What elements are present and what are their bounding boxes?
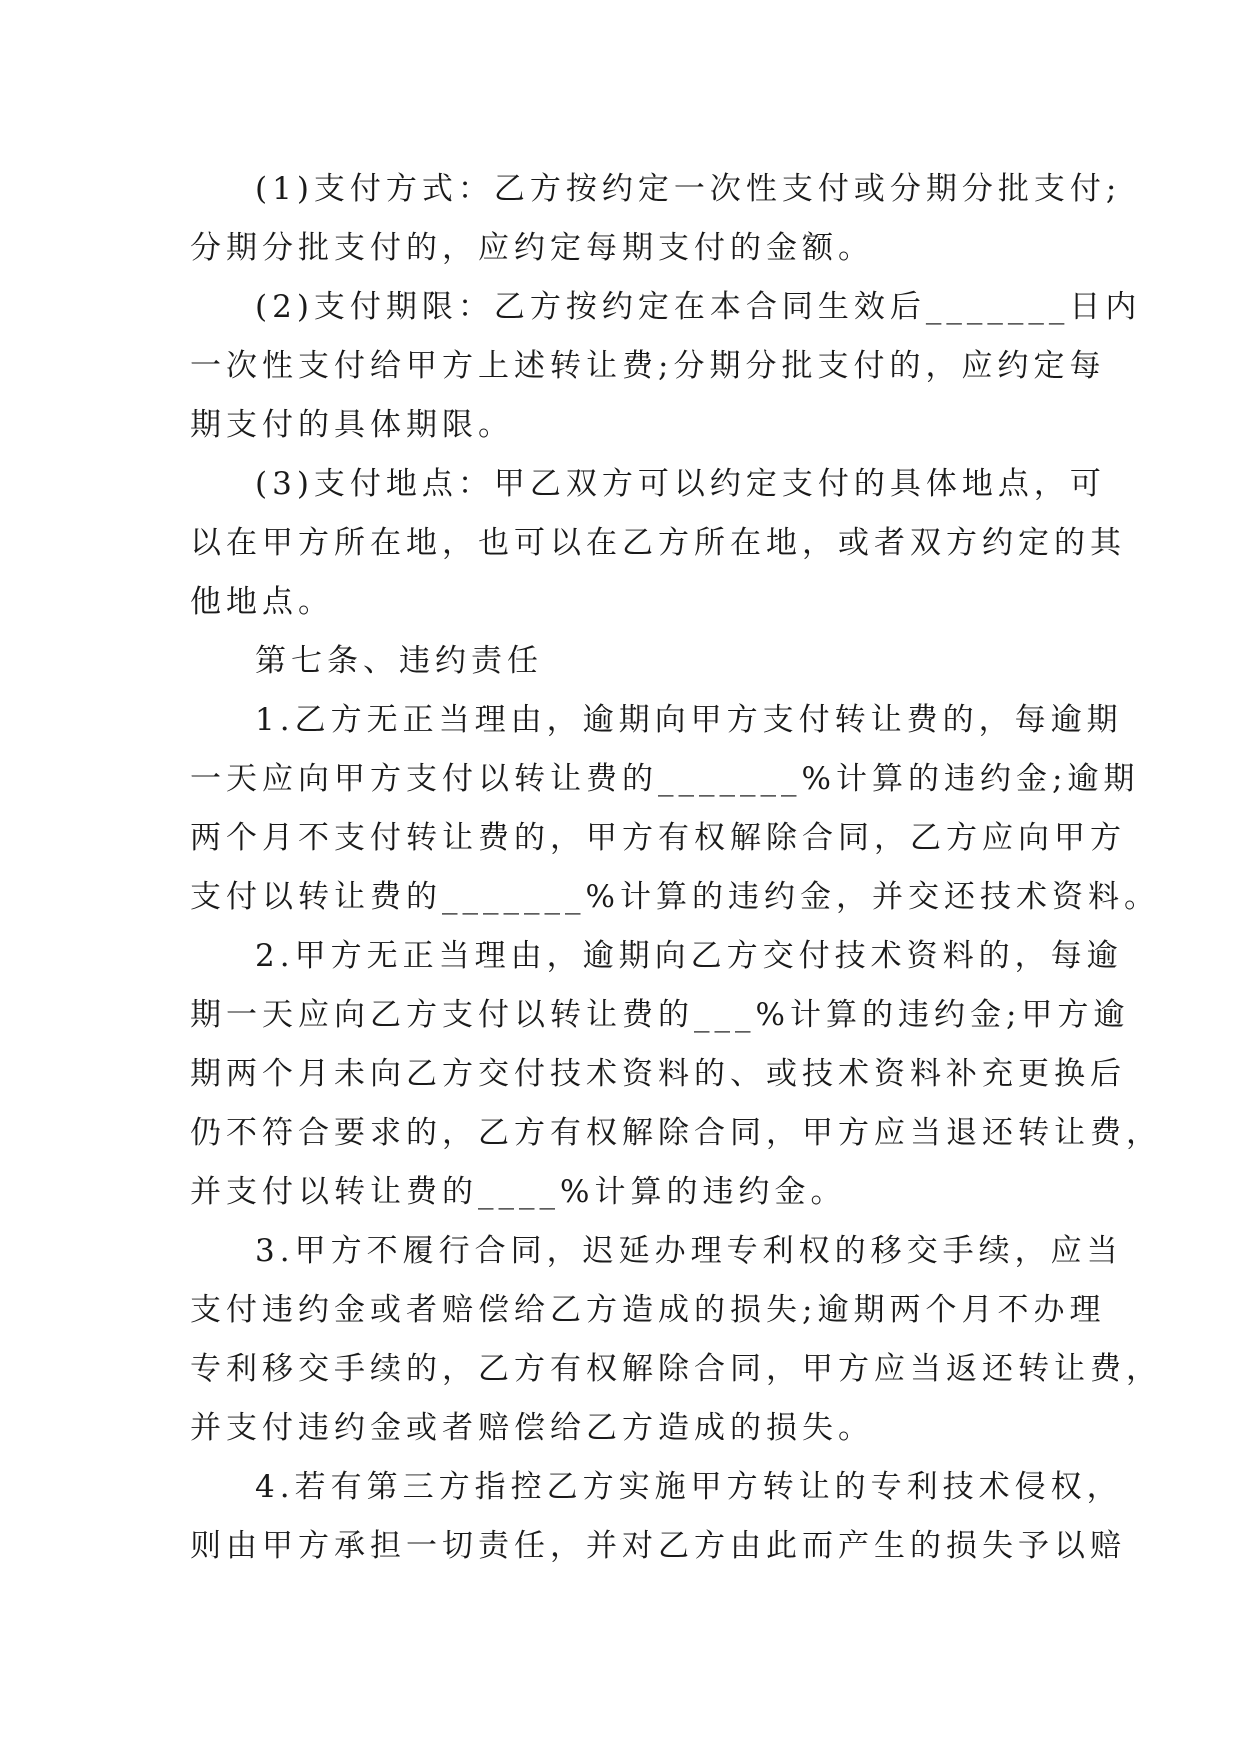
text-line: 两个月不支付转让费的，甲方有权解除合同，乙方应向甲方 (190, 820, 1126, 856)
text-line: 并支付以转让费的____%计算的违约金。 (190, 1174, 847, 1210)
text-line: 4.若有第三方指控乙方实施甲方转让的专利技术侵权， (255, 1469, 1123, 1505)
text-line: (1)支付方式：乙方按约定一次性支付或分期分批支付; (255, 171, 1122, 207)
text-line: 期一天应向乙方支付以转让费的___%计算的违约金;甲方逾 (190, 997, 1130, 1033)
text-line: 支付以转让费的_______%计算的违约金，并交还技术资料。 (190, 879, 1160, 915)
text-line: 分期分批支付的，应约定每期支付的金额。 (190, 230, 874, 266)
text-line: 期支付的具体期限。 (190, 407, 514, 443)
document-body (190, 160, 1162, 1576)
text-line: 则由甲方承担一切责任，并对乙方由此而产生的损失予以赔 (190, 1528, 1126, 1564)
text-line: 一次性支付给甲方上述转让费;分期分批支付的，应约定每 (190, 348, 1106, 384)
text-line: 他地点。 (190, 584, 334, 620)
text-line: 仍不符合要求的，乙方有权解除合同，甲方应当退还转让费， (190, 1115, 1162, 1151)
text-line: 专利移交手续的，乙方有权解除合同，甲方应当返还转让费， (190, 1351, 1162, 1387)
text-line: 1.乙方无正当理由，逾期向甲方支付转让费的，每逾期 (255, 702, 1123, 738)
text-line: 并支付违约金或者赔偿给乙方造成的损失。 (190, 1410, 874, 1446)
text-line: 期两个月未向乙方交付技术资料的、或技术资料补充更换后 (190, 1056, 1126, 1092)
text-line: 以在甲方所在地，也可以在乙方所在地，或者双方约定的其 (190, 525, 1126, 561)
text-line: 一天应向甲方支付以转让费的_______%计算的违约金;逾期 (190, 761, 1140, 797)
text-line: (2)支付期限：乙方按约定在本合同生效后_______日内 (255, 289, 1142, 325)
text-line: 2.甲方无正当理由，逾期向乙方交付技术资料的，每逾 (255, 938, 1123, 974)
text-line: 3.甲方不履行合同，迟延办理专利权的移交手续，应当 (255, 1233, 1123, 1269)
section-heading: 第七条、违约责任 (255, 643, 543, 679)
text-line: (3)支付地点：甲乙双方可以约定支付的具体地点，可 (255, 466, 1106, 502)
text-line: 支付违约金或者赔偿给乙方造成的损失;逾期两个月不办理 (190, 1292, 1106, 1328)
